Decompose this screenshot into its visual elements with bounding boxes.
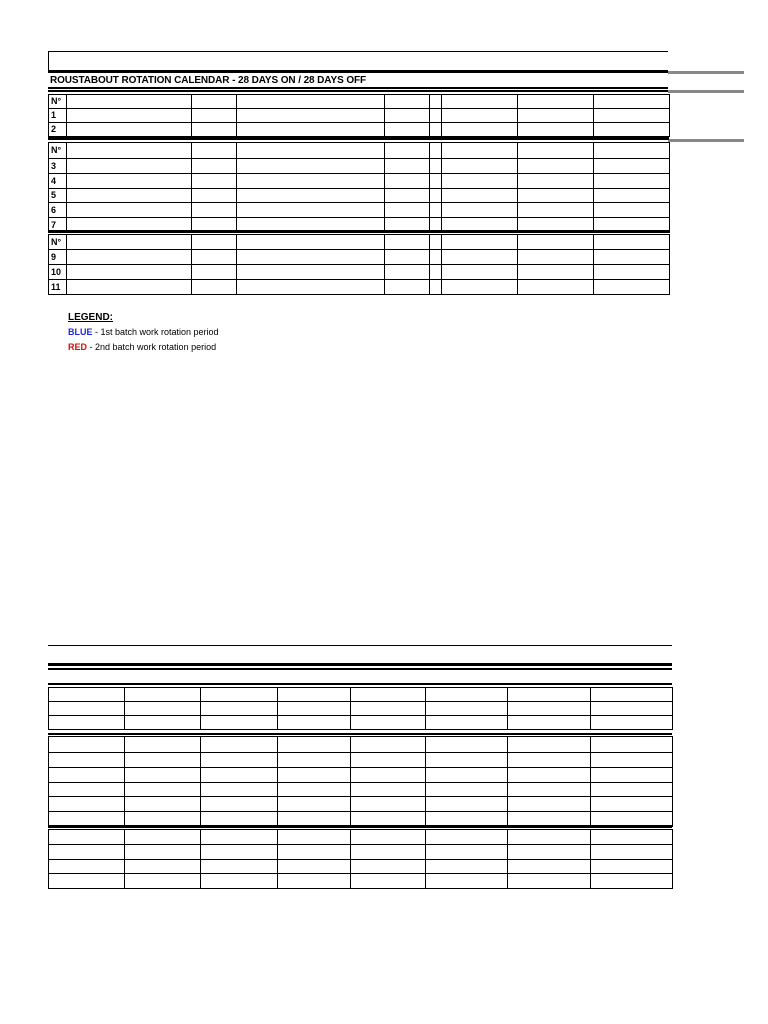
grid-row xyxy=(49,737,673,753)
number-column-header: N° xyxy=(49,235,67,250)
legend-item-red xyxy=(68,340,219,355)
table-row xyxy=(49,109,670,123)
group-separator-1 xyxy=(48,137,669,140)
grid-row xyxy=(49,753,673,768)
bottom-rule-3 xyxy=(48,683,672,685)
row-number: 10 xyxy=(49,265,67,280)
grid-row xyxy=(49,860,673,874)
legend-title: LEGEND: xyxy=(68,312,113,323)
grid-row xyxy=(49,845,673,860)
group-header-row xyxy=(49,143,670,159)
legend-key-red: RED xyxy=(68,342,88,352)
row-number: 11 xyxy=(49,280,67,295)
row-number: 6 xyxy=(49,203,67,218)
legend-item-blue xyxy=(68,325,219,340)
header-rule-2 xyxy=(48,87,668,89)
grid-row xyxy=(49,797,673,812)
bottom-grid-group-1 xyxy=(48,687,673,730)
row-number: 2 xyxy=(49,123,67,137)
grid-row xyxy=(49,874,673,889)
row-number: 4 xyxy=(49,174,67,189)
calendar-title: ROUSTABOUT ROTATION CALENDAR - 28 DAYS ON / 28 DAYS OFF xyxy=(50,75,367,86)
grid-row xyxy=(49,783,673,797)
number-column-header: N° xyxy=(49,95,67,109)
top-header-frame xyxy=(48,51,668,71)
table-row xyxy=(49,250,670,265)
bottom-rule-2 xyxy=(48,668,672,670)
grid-row xyxy=(49,702,673,716)
rotation-table-group-3 xyxy=(48,234,670,295)
gray-extension-line-1 xyxy=(668,71,744,74)
bottom-group-separator-2 xyxy=(48,825,672,828)
group-header-row xyxy=(49,95,670,109)
table-row xyxy=(49,189,670,203)
legend-text-blue: - 1st batch work rotation period xyxy=(92,327,219,337)
grid-row xyxy=(49,688,673,702)
row-number: 5 xyxy=(49,189,67,203)
legend-text-red: - 2nd batch work rotation period xyxy=(87,342,217,352)
row-number: 9 xyxy=(49,250,67,265)
bottom-group-separator-1 xyxy=(48,733,672,735)
rotation-table-group-2 xyxy=(48,142,670,233)
table-row xyxy=(49,159,670,174)
table-row xyxy=(49,203,670,218)
row-number: 1 xyxy=(49,109,67,123)
bottom-grid-group-2 xyxy=(48,736,673,827)
bottom-header-rule xyxy=(48,645,672,646)
gray-extension-line-2 xyxy=(668,90,744,93)
bottom-grid-group-3 xyxy=(48,829,673,889)
number-column-header: N° xyxy=(49,143,67,159)
group-separator-2 xyxy=(48,230,669,233)
table-row xyxy=(49,174,670,189)
row-number: 7 xyxy=(49,218,67,233)
header-rule-3 xyxy=(48,90,668,92)
legend xyxy=(68,310,219,355)
grid-row xyxy=(49,768,673,783)
table-row xyxy=(49,280,670,295)
grid-row xyxy=(49,716,673,730)
group-header-row xyxy=(49,235,670,250)
legend-key-blue: BLUE xyxy=(68,327,93,337)
table-row xyxy=(49,265,670,280)
bottom-rule-1 xyxy=(48,663,672,666)
row-number: 3 xyxy=(49,159,67,174)
table-row xyxy=(49,123,670,137)
header-rule-1 xyxy=(48,70,668,73)
grid-row xyxy=(49,830,673,845)
gray-extension-line-3 xyxy=(668,139,744,142)
rotation-table-group-1 xyxy=(48,94,670,137)
